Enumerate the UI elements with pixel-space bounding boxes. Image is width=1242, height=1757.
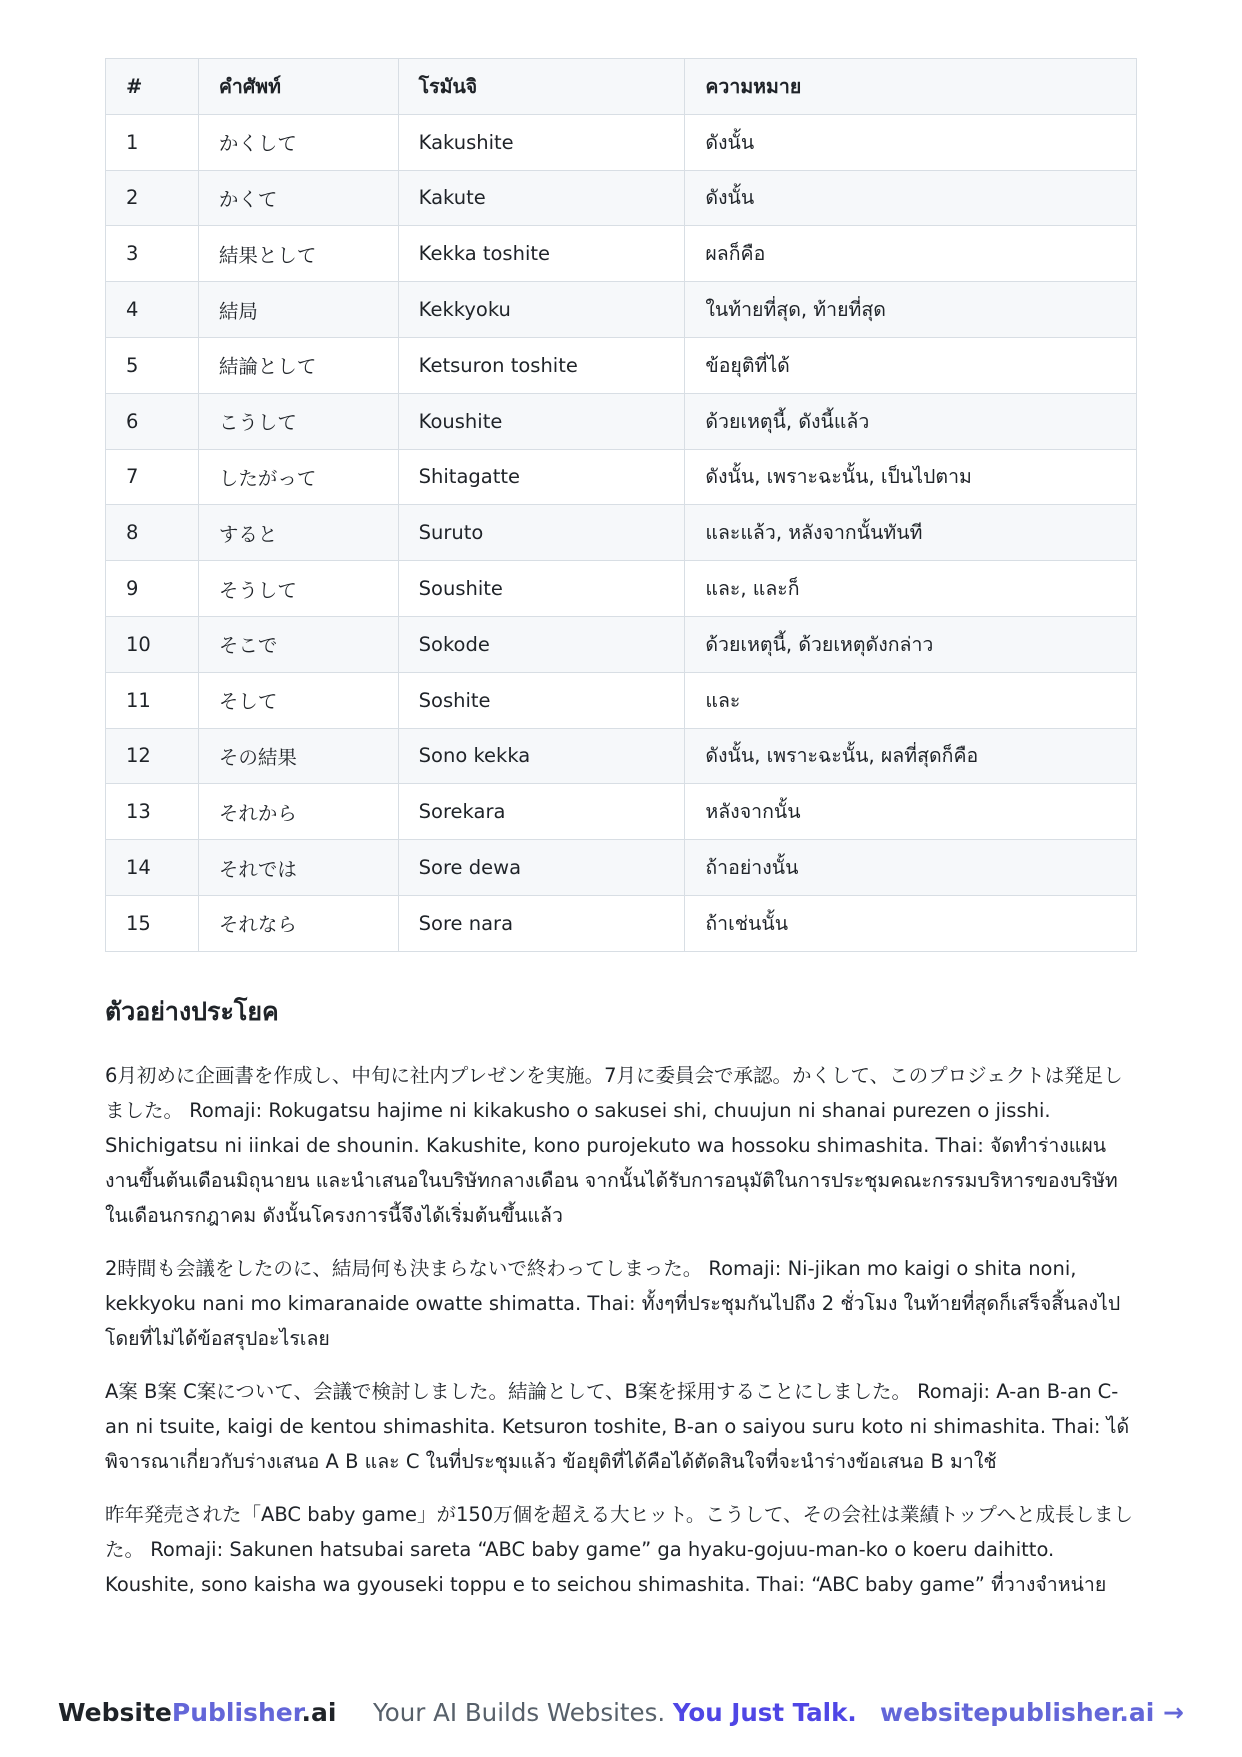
example-paragraph: 2時間も会議をしたのに、結局何も決まらないで終わってしまった。 Romaji: Ni-jikan mo kaigi o shita noni, kekkyoku nani mo kimaranaide owatte shimatta. Thai: ทั้งๆที่ประชุมกันไปถึง 2 ชั่วโมง ในท้ายที่สุดก็เสร็จสิ้นลงไป โดยที่ไม่ได้ข้อสรุปอะไรเลย xyxy=(105,1256,1121,1350)
row-number: 6 xyxy=(106,393,199,449)
row-word: 結論として xyxy=(198,337,398,393)
row-meaning: ดังนั้น xyxy=(685,114,1137,170)
row-number: 3 xyxy=(106,226,199,282)
tagline-main: Your AI Builds Websites. xyxy=(373,1698,673,1727)
table-row xyxy=(106,393,1137,449)
row-romaji: Suruto xyxy=(398,505,685,561)
row-number: 13 xyxy=(106,784,199,840)
row-romaji: Ketsuron toshite xyxy=(398,337,685,393)
row-meaning: ในท้ายที่สุด, ท้ายที่สุด xyxy=(685,282,1137,338)
row-romaji: Sokode xyxy=(398,616,685,672)
document-page xyxy=(105,58,1137,1620)
vocabulary-table xyxy=(105,58,1137,952)
row-romaji: Shitagatte xyxy=(398,449,685,505)
row-romaji: Soushite xyxy=(398,561,685,617)
row-meaning: ดังนั้น xyxy=(685,170,1137,226)
examples-section xyxy=(105,1058,1137,1602)
table-row xyxy=(106,282,1137,338)
row-word: すると xyxy=(198,505,398,561)
brand-logo[interactable] xyxy=(58,1698,336,1727)
brand-main: Website xyxy=(58,1698,172,1727)
tagline-highlight: You Just Talk. xyxy=(672,1698,857,1727)
row-romaji: Sore nara xyxy=(398,895,685,951)
row-word: それでは xyxy=(198,840,398,896)
row-word: こうして xyxy=(198,393,398,449)
table-header-row xyxy=(106,59,1137,115)
row-number: 1 xyxy=(106,114,199,170)
row-meaning: ด้วยเหตุนี้, ดังนี้แล้ว xyxy=(685,393,1137,449)
row-word: そうして xyxy=(198,561,398,617)
row-number: 5 xyxy=(106,337,199,393)
example-paragraph: A案 B案 C案について、会議で検討しました。結論として、B案を採用することにしました。 Romaji: A-an B-an C-an ni tsuite, kaigi de kentou shimashita. Ketsuron toshite, B-an o saiyou suru koto ni shimashita. Thai: ได้พิจารณาเกี่ยวกับร่างเสนอ A B และ C ในที่ประชุมแล้ว ข้อยุติที่ได้คือได้ตัดสินใจที่จะนำร่างข้อเสนอ B มาใช้ xyxy=(105,1379,1130,1473)
table-row xyxy=(106,840,1137,896)
row-number: 11 xyxy=(106,672,199,728)
table-row xyxy=(106,505,1137,561)
row-word: かくして xyxy=(198,114,398,170)
table-row xyxy=(106,170,1137,226)
examples-heading: ตัวอย่างประโยค xyxy=(105,996,279,1026)
row-number: 9 xyxy=(106,561,199,617)
row-romaji: Sono kekka xyxy=(398,728,685,784)
table-row xyxy=(106,114,1137,170)
table-row xyxy=(106,449,1137,505)
row-number: 4 xyxy=(106,282,199,338)
row-meaning: และแล้ว, หลังจากนั้นทันที xyxy=(685,505,1137,561)
table-row xyxy=(106,672,1137,728)
row-word: そこで xyxy=(198,616,398,672)
row-word: その結果 xyxy=(198,728,398,784)
row-meaning: ถ้าอย่างนั้น xyxy=(685,840,1137,896)
example-paragraph: 昨年発売された「ABC baby game」が150万個を超える大ヒット。こうして、その会社は業績トップへと成長しました。 Romaji: Sakunen hatsubai sareta “ABC baby game” ga hyaku-gojuu-man-ko o koeru daihitto. Koushite, sono kaisha wa gyouseki toppu e to seichou shimashita. Thai: “ABC baby game” ที่วางจำหน่าย xyxy=(105,1502,1133,1596)
row-word: そして xyxy=(198,672,398,728)
website-link[interactable]: websitepublisher.ai → xyxy=(879,1698,1184,1727)
row-meaning: และ, และก็ xyxy=(685,561,1137,617)
row-number: 2 xyxy=(106,170,199,226)
row-meaning: ด้วยเหตุนี้, ด้วยเหตุดังกล่าว xyxy=(685,616,1137,672)
row-meaning: ถ้าเช่นนั้น xyxy=(685,895,1137,951)
header-romaji: โรมันจิ xyxy=(398,59,685,115)
table-row xyxy=(106,784,1137,840)
row-number: 15 xyxy=(106,895,199,951)
row-word: かくて xyxy=(198,170,398,226)
table-row xyxy=(106,728,1137,784)
row-meaning: ดังนั้น, เพราะฉะนั้น, ผลที่สุดก็คือ xyxy=(685,728,1137,784)
row-romaji: Kekka toshite xyxy=(398,226,685,282)
row-word: それから xyxy=(198,784,398,840)
row-word: 結局 xyxy=(198,282,398,338)
row-meaning: ดังนั้น, เพราะฉะนั้น, เป็นไปตาม xyxy=(685,449,1137,505)
row-romaji: Kakute xyxy=(398,170,685,226)
row-romaji: Kakushite xyxy=(398,114,685,170)
row-number: 10 xyxy=(106,616,199,672)
table-row xyxy=(106,561,1137,617)
row-word: したがって xyxy=(198,449,398,505)
row-romaji: Sore dewa xyxy=(398,840,685,896)
brand-accent: Publisher xyxy=(171,1698,302,1727)
row-meaning: และ xyxy=(685,672,1137,728)
row-number: 12 xyxy=(106,728,199,784)
footer-bar xyxy=(0,1690,1242,1738)
row-romaji: Soshite xyxy=(398,672,685,728)
row-number: 7 xyxy=(106,449,199,505)
example-paragraph: 6月初めに企画書を作成し、中旬に社内プレゼンを実施。7月に委員会で承認。かくして、このプロジェクトは発足しました。 Romaji: Rokugatsu hajime ni kikakusho o sakusei shi, chuujun ni shanai purezen o jisshi. Shichigatsu ni iinkai de shounin. Kakushite, kono purojekuto wa hossoku shimashita. Thai: จัดทำร่างแผนงานขึ้นต้นเดือนมิถุนายน และนำเสนอในบริษัทกลางเดือน จากนั้นได้รับการอนุมัติในการประชุมคณะกรรมบริหารของบริษัทในเดือนกรกฎาคม ดังนั้นโครงการนี้จึงได้เริ่มต้นขึ้นแล้ว xyxy=(105,1063,1123,1227)
row-meaning: หลังจากนั้น xyxy=(685,784,1137,840)
row-number: 8 xyxy=(106,505,199,561)
header-number: # xyxy=(106,59,199,115)
row-word: それなら xyxy=(198,895,398,951)
table-row xyxy=(106,895,1137,951)
row-romaji: Kekkyoku xyxy=(398,282,685,338)
table-row xyxy=(106,616,1137,672)
row-number: 14 xyxy=(106,840,199,896)
header-meaning: ความหมาย xyxy=(685,59,1137,115)
header-vocabulary: คำศัพท์ xyxy=(198,59,398,115)
row-word: 結果として xyxy=(198,226,398,282)
row-meaning: ข้อยุติที่ได้ xyxy=(685,337,1137,393)
table-row xyxy=(106,337,1137,393)
footer-tagline xyxy=(373,1698,857,1727)
row-romaji: Koushite xyxy=(398,393,685,449)
table-row xyxy=(106,226,1137,282)
row-meaning: ผลก็คือ xyxy=(685,226,1137,282)
brand-suffix: .ai xyxy=(301,1698,337,1727)
row-romaji: Sorekara xyxy=(398,784,685,840)
